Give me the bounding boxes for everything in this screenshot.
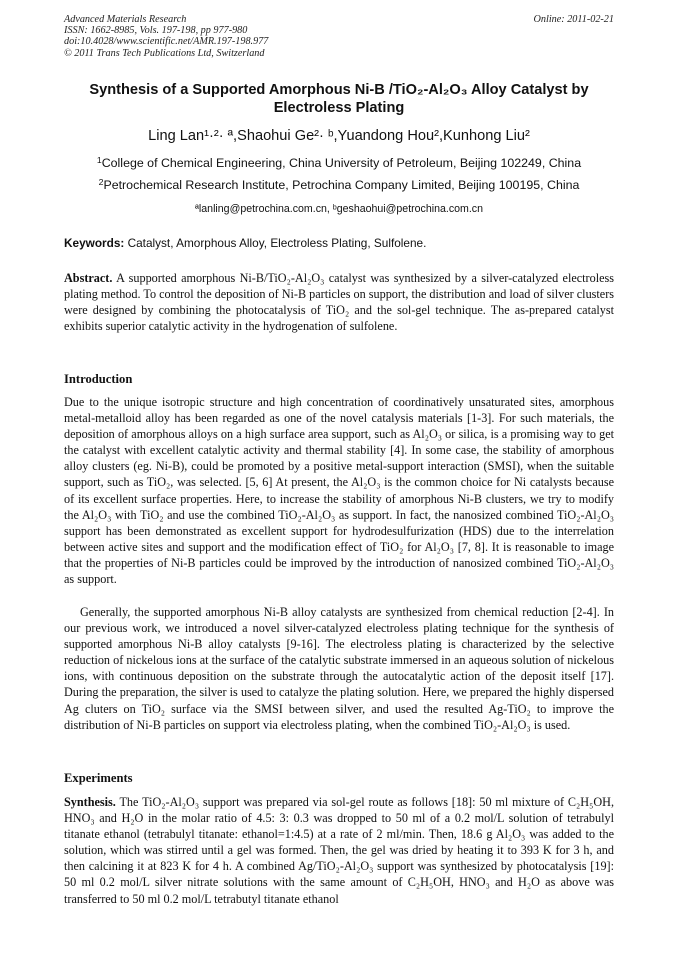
synthesis-text: The TiO₂-Al₂O₃ support was prepared via sol-gel route as follows [18]: 50 ml mixture of C₂H₅OH, HNO₃ and H₂O in the molar ratio of 4.5: 3: 0.3 was dropped to 50 ml of a 0.2 mol/L solution of tetrabulyl titanate ethanol (tetrabulyl titanate: ethanol=1:4.5) at a rate of 2 ml/min. Then, 18.6 g Al₂O₃ was added to the solution, which was stirred until a gel was formed. Then, the gel was dried by heating it to 393 K for 3 h, and then calcining it at 823 K for 4 h. A combined Ag/TiO₂-Al₂O₃ support was synthesized by photocatalysis [19]: 50 ml 0.2 mol/L silver nitrate solutions with the same amount of C₂H₅OH, HNO₃ and H₂O as above was transferred to 50 ml 0.2 mol/L tetrabutyl titanate ethanol [64,795,614,906]
synthesis-label: Synthesis. [64,795,116,809]
affiliation-2 [0,178,678,192]
affiliation-2-text: Petrochemical Research Institute, Petrochina Company Limited, Beijing 100195, China [103,178,580,192]
synthesis-paragraph [64,794,614,907]
introduction-paragraph-1: Due to the unique isotropic structure and high concentration of coordinatively unsaturated sites, amorphous metal-metalloid alloy has been regarded as one of the novel catalysis materials [1-3]. For such materials, the deposition of amorphous alloys on a high surface area support, such as Al₂O₃ or silica, is a promising way to get the catalyst with excellent catalytic activity and thermal stability [4]. In some case, the stability of amorphous alloy clusters (eg. Ni-B), could be promoted by a positive metal-support interaction (SMSI), when the suitable support, such as TiO₂, was selected. [5, 6] At present, the Al₂O₃ is the common choice for Ni catalysts because of its excellent surface properties. Here, to increase the stability of amorphous Ni-B clusters, we try to modify the Al₂O₃ with TiO₂ and use the combined TiO₂-Al₂O₃ as support. In fact, the nanosized combined TiO₂-Al₂O₃ support has been demonstrated as excellent support for hydrodesulfurization (HDS) due to the interrelation between active sites and support and the modification effect of TiO₂ for Al₂O₃ [7, 8]. It is reasonable to image that the properties of Ni-B particles could be improved by the introduction of nanosized combined TiO₂-Al₂O₃ as support. [64,395,614,587]
abstract-text: A supported amorphous Ni-B/TiO₂-Al₂O₃ catalyst was synthesized by a silver-catalyzed electroless plating method. To control the deposition of Ni-B particles on support, the distribution and load of silver clusters were designed by combining the photocatalysis of TiO₂ and the sol-gel technique. The as-prepared catalyst exhibits superior catalytic activity in the hydrogenation of sulfolene. [64,271,614,334]
copyright-line: © 2011 Trans Tech Publications Ltd, Switzerland [64,47,265,59]
affiliation-1-text: College of Chemical Engineering, China University of Petroleum, Beijing 102249, China [101,156,582,170]
keywords-line [64,236,426,250]
affiliation-1 [0,156,678,170]
introduction-heading: Introduction [64,372,133,386]
affiliation-2-marker: 2 [98,177,104,188]
author-emails: ªlanling@petrochina.com.cn, ᵇgeshaohui@petrochina.com.cn [195,203,483,215]
experiments-heading: Experiments [64,771,133,785]
author-list: Ling Lan¹·²· ª,Shaohui Ge²· ᵇ,Yuandong Hou²,Kunhong Liu² [148,128,530,144]
title-line-1: Synthesis of a Supported Amorphous Ni-B /TiO₂-Al₂O₃ Alloy Catalyst by [89,82,589,98]
online-date: Online: 2011-02-21 [533,14,614,25]
paper-title [60,81,618,118]
abstract-label: Abstract. [64,271,113,285]
abstract-block [64,270,614,334]
journal-meta [64,14,268,59]
keywords-label: Keywords: [64,236,125,250]
title-line-2: Electroless Plating [273,100,405,117]
introduction-paragraph-2: Generally, the supported amorphous Ni-B alloy catalysts are synthesized from chemical reduction [2-4]. In our previous work, we introduced a novel silver-catalyzed electroless plating technique for the synthesis of supported amorphous Ni-B alloy catalysts [9-16]. The electroless plating is characterized by the selective reduction of nickelous ions at the surface of the catalytic substrate immersed in an aqueous solution of nickelous ions, with continuous deposition on the substrate through the autocatalytic action of the deposit itself [17]. During the preparation, the silver is used to catalyze the plating solution. Here, we prepared the highly dispersed Ag cluters on TiO₂ surface via the SMSI between silver, and used the resulted Ag-TiO₂ to improve the distribution of Ni-B particles on support via electroless plating, when the combined TiO₂-Al₂O₃ is used. [64,605,614,732]
journal-name: Advanced Materials Research [64,14,187,25]
doi-line: doi:10.4028/www.scientific.net/AMR.197-198.977 [64,36,269,48]
affiliation-1-marker: 1 [96,155,102,166]
issn-line: ISSN: 1662-8985, Vols. 197-198, pp 977-980 [64,25,248,37]
keywords-text: Catalyst, Amorphous Alloy, Electroless Plating, Sulfolene. [127,236,427,250]
